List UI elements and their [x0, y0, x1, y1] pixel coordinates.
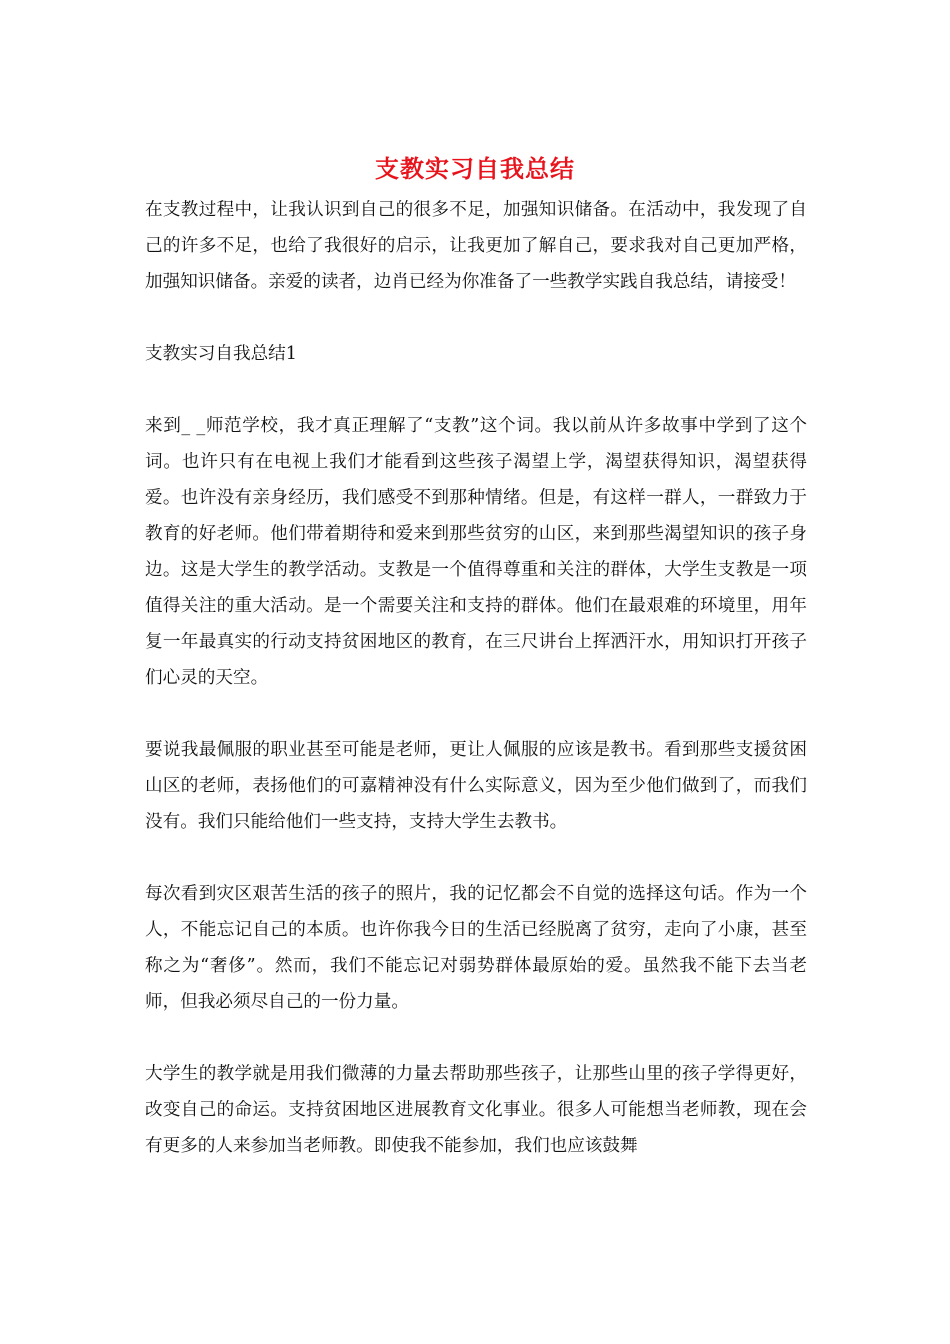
section-heading: 支教实习自我总结1: [145, 344, 297, 364]
intro-paragraph: 在支教过程中，让我认识到自己的很多不足，加强知识储备。在活动中，我发现了自己的许多不足，也给了我很好的启示，让我更加了解自己，要求我对自己更加严格，加强知识储备。亲爱的读者，边肖已经为你准备了一些教学实践自我总结，请接受！: [145, 200, 807, 292]
document-body: [145, 192, 807, 1164]
document-title: 支教实习自我总结: [375, 154, 575, 183]
body-paragraph: 要说我最佩服的职业甚至可能是老师，更让人佩服的应该是教书。看到那些支援贫困山区的老师，表扬他们的可嘉精神没有什么实际意义，因为至少他们做到了，而我们没有。我们只能给他们一些支持，支持大学生去教书。: [145, 740, 807, 832]
body-paragraph: 大学生的教学就是用我们微薄的力量去帮助那些孩子，让那些山里的孩子学得更好，改变自己的命运。支持贫困地区进展教育文化事业。很多人可能想当老师教，现在会有更多的人来参加当老师教。即使我不能参加，我们也应该鼓舞: [145, 1064, 807, 1156]
body-paragraph: 来到_ _师范学校，我才真正理解了“支教”这个词。我以前从许多故事中学到了这个词。也许只有在电视上我们才能看到这些孩子渴望上学，渴望获得知识，渴望获得爱。也许没有亲身经历，我们感受不到那种情绪。但是，有这样一群人，一群致力于教育的好老师。他们带着期待和爱来到那些贫穷的山区，来到那些渴望知识的孩子身边。这是大学生的教学活动。支教是一个值得尊重和关注的群体，大学生支教是一项值得关注的重大活动。是一个需要关注和支持的群体。他们在最艰难的环境里，用年复一年最真实的行动支持贫困地区的教育，在三尺讲台上挥洒汗水，用知识打开孩子们心灵的天空。: [145, 416, 807, 688]
body-paragraph: 每次看到灾区艰苦生活的孩子的照片，我的记忆都会不自觉的选择这句话。作为一个人，不能忘记自己的本质。也许你我今日的生活已经脱离了贫穷，走向了小康，甚至称之为“奢侈”。然而，我们不能忘记对弱势群体最原始的爱。虽然我不能下去当老师，但我必须尽自己的一份力量。: [145, 884, 807, 1012]
